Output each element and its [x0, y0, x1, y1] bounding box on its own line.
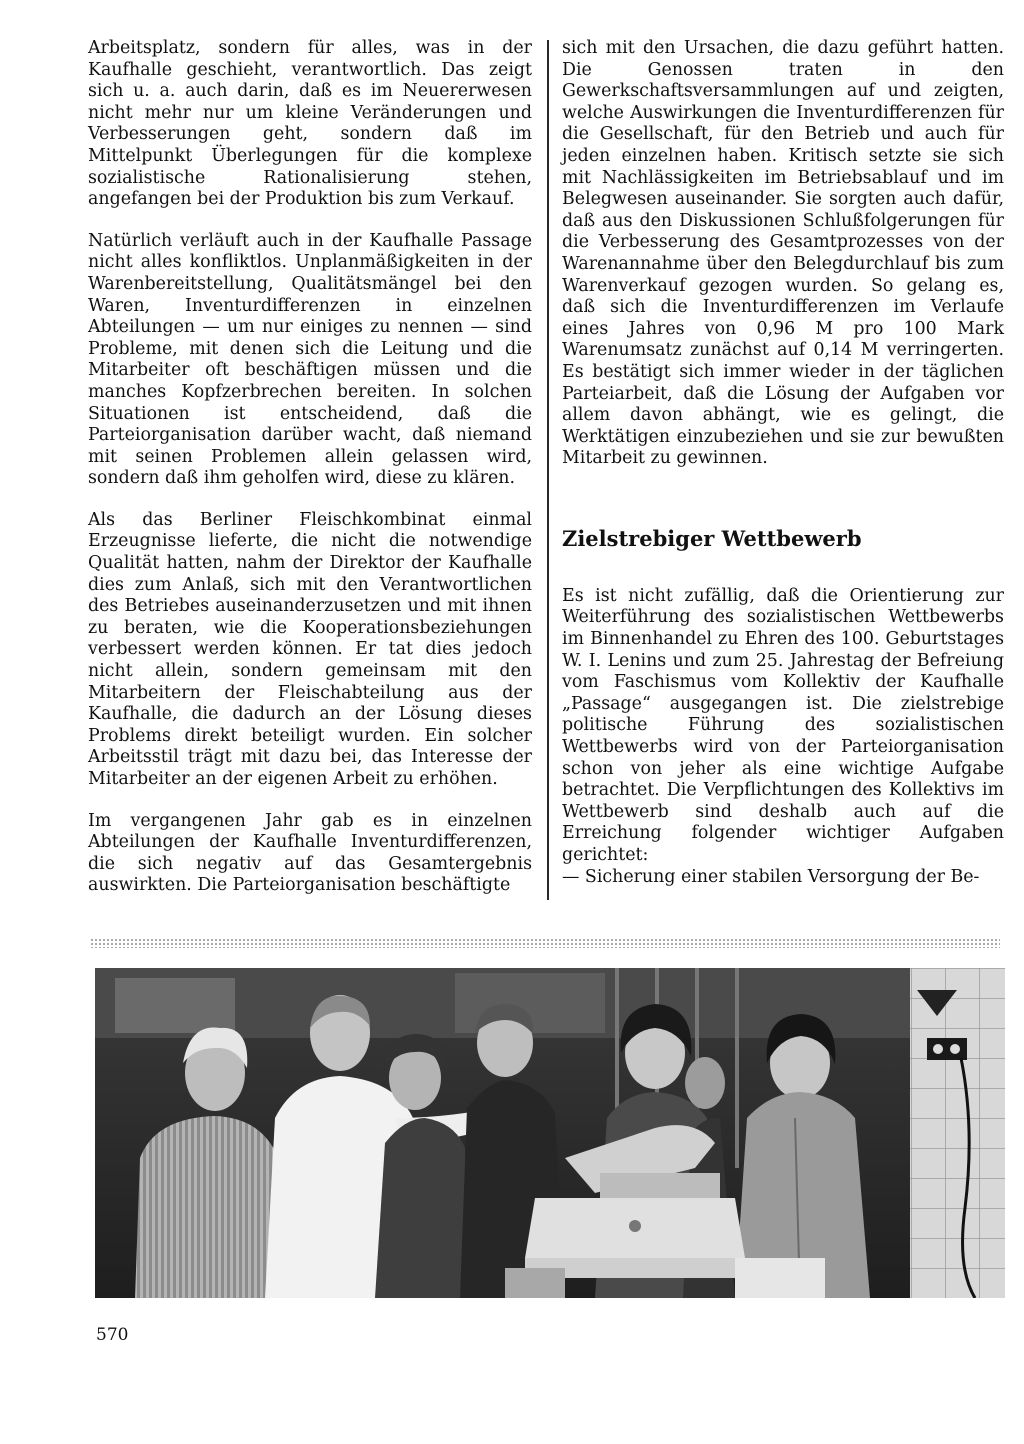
left-text-column — [88, 38, 532, 897]
list-item: — Sicherung einer stabilen Versorgung der Be- — [562, 866, 980, 887]
halftone-strip — [90, 938, 1000, 948]
group-photo — [95, 968, 1005, 1298]
page-number: 570 — [96, 1325, 129, 1345]
column-divider — [547, 40, 549, 900]
paragraph: Natürlich verläuft auch in der Kaufhalle Passage nicht alles konfliktlos. Unplanmäßigkeiten in der Warenbereitstellung, Qualitätsmängel bei den Waren, Inventurdifferenzen in einzelnen Abteilungen — um nur einiges zu nennen — sind Probleme, mit denen sich die Leitung und die Mitarbeiter oft beschäftigen müssen und die manches Kopfzerbrechen bereiten. In solchen Situationen ist entscheidend, daß die Parteiorganisation darüber wacht, daß niemand mit seinen Problemen allein gelassen wird, sondern daß ihm geholfen wird, diese zu klären. — [88, 230, 532, 489]
paragraph: Arbeitsplatz, sondern für alles, was in der Kaufhalle geschieht, verantwortlich. Das zeigt sich u. a. auch darin, daß es im Neuererwesen nicht mehr nur um kleine Veränderungen und Verbesserungen geht, sondern daß im Mittelpunkt Überlegungen für die komplexe sozialistische Rationalisierung stehen, angefangen bei der Produktion bis zum Verkauf. — [88, 38, 532, 210]
paragraph: Als das Berliner Fleischkombinat einmal Erzeugnisse lieferte, die nicht die notwendige Qualität hatten, nahm der Direktor der Kaufhalle dies zum Anlaß, sich mit den Verantwortlichen des Betriebes auseinanderzusetzen und mit ihnen zu beraten, wie die Kooperationsbeziehungen verbessert werden können. Er tat dies jedoch nicht allein, sondern gemeinsam mit den Mitarbeitern der Fleischabteilung aus der Kaufhalle, die dadurch an der Lösung dieses Problems direkt beteiligt wurden. Ein solcher Arbeitsstil trägt mit dazu bei, das Interesse der Mitarbeiter an der eigenen Arbeit zu erhöhen. — [88, 509, 532, 789]
section-heading: Zielstrebiger Wettbewerb — [562, 525, 862, 551]
paragraph: Es ist nicht zufällig, daß die Orientierung zur Weiterführung des sozialistischen Wettbewerbs im Binnenhandel zu Ehren des 100. Geburtstages W. I. Lenins und zum 25. Jahrestag der Befreiung vom Faschismus vom Kollektiv der Kaufhalle „Passage“ ausgegangen ist. Die zielstrebige politische Führung des sozialistischen Wettbewerbs wird von der Parteiorganisation schon von jeher als eine wichtige Aufgabe betrachtet. Die Verpflichtungen des Kollektivs im Wettbewerb sind deshalb auch auf die Erreichung folgender wichtiger Aufgaben gerichtet: — [562, 585, 1004, 865]
paragraph: sich mit den Ursachen, die dazu geführt hatten. Die Genossen traten in den Gewerkschaftsversammlungen auf und zeigten, welche Auswirkungen die Inventurdifferenzen für die Gesellschaft, für den Betrieb und auch für jeden einzelnen haben. Kritisch setzte sie sich mit Nachlässigkeiten im Betriebsablauf und im Belegwesen auseinander. Sie sorgten auch dafür, daß aus den Diskussionen Schlußfolgerungen für die Verbesserung des Gesamtprozesses von der Warenannahme über den Belegdurchlauf bis zum Warenverkauf gezogen wurden. So gelang es, daß sich die Inventurdifferenzen im Verlaufe eines Jahres von 0,96 M pro 100 Mark Warenumsatz zunächst auf 0,14 M verringerten. Es bestätigt sich immer wieder in der täglichen Parteiarbeit, daß die Lösung der Aufgaben vor allem davon abhängt, wie es gelingt, die Werktätigen einzubeziehen und sie zur bewußten Mitarbeit zu gewinnen. — [562, 38, 1004, 469]
paragraph: Im vergangenen Jahr gab es in einzelnen Abteilungen der Kaufhalle Inventurdifferenzen, die sich negativ auf das Gesamtergebnis auswirkten. Die Parteiorganisation beschäftigte — [88, 810, 532, 896]
photo-illustration — [95, 968, 1005, 1298]
right-text-column — [562, 38, 1004, 888]
